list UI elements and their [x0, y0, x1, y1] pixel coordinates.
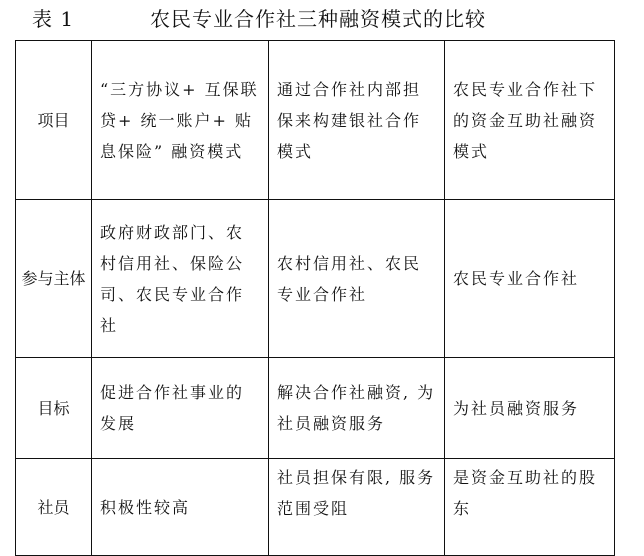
table-cell: 积极性较高	[92, 459, 269, 556]
table-cell: 农村信用社、农民专业合作社	[269, 200, 445, 358]
table-row-members	[16, 459, 615, 556]
table-cell: 促进合作社事业的发展	[92, 358, 269, 459]
table-cell: 政府财政部门、农村信用社、保险公司、农民专业合作社	[92, 200, 269, 358]
table-cell: 解决合作社融资, 为社员融资服务	[269, 358, 445, 459]
table-cell: 农民专业合作社	[445, 200, 615, 358]
row-header: 项目	[16, 41, 92, 200]
table-cell: 社员担保有限, 服务范围受阻	[269, 459, 445, 556]
table-cell: 为社员融资服务	[445, 358, 615, 459]
table-row-item	[16, 41, 615, 200]
table-cell: 通过合作社内部担保来构建银社合作模式	[269, 41, 445, 200]
row-header: 社员	[16, 459, 92, 556]
table-cell: 农民专业合作社下的资金互助社融资模式	[445, 41, 615, 200]
table-number: 表 1	[32, 7, 75, 31]
table-row-goal	[16, 358, 615, 459]
row-header: 目标	[16, 358, 92, 459]
comparison-table	[15, 40, 615, 556]
table-cell: “三方协议+ 互保联贷+ 统一账户+ 贴息保险” 融资模式	[92, 41, 269, 200]
table-row-participants	[16, 200, 615, 358]
table-caption	[0, 0, 644, 36]
row-header: 参与主体	[16, 200, 92, 358]
table-cell: 是资金互助社的股东	[445, 459, 615, 556]
table-title: 农民专业合作社三种融资模式的比较	[150, 7, 486, 31]
